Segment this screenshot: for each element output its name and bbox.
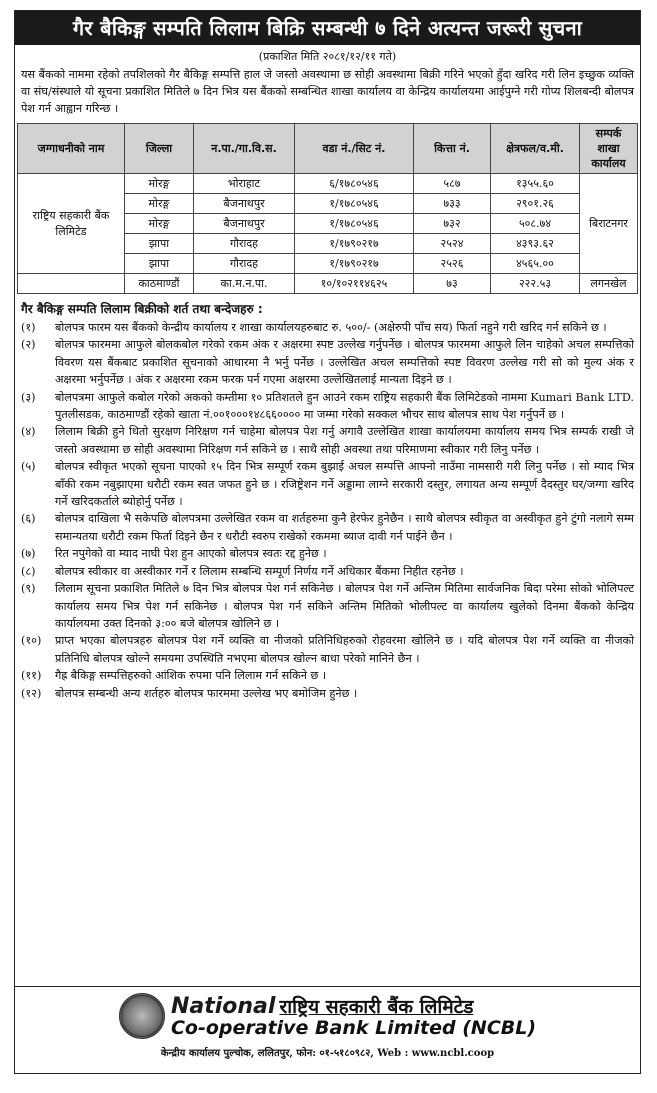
list-item (21, 580, 634, 632)
term-number: (१) (21, 321, 36, 334)
term-text: बोलपत्र फारम यस बैंकको केन्द्रीय कार्यालय र शाखा कार्यालयहरुबाट रु. ५००/- (अक्षेरुपी पाँच सय) फिर्ता नहुने गरी खरिद गर्न सकिने छ । (55, 321, 607, 334)
col-kitta: कित्ता नं. (414, 124, 491, 174)
term-number: (६) (21, 512, 36, 526)
notice-title: गैर बैकिङ्ग सम्पति लिलाम बिक्रि सम्बन्धी ७ दिने अत्यन्त जरूरी सुचना (15, 11, 640, 45)
list-item (21, 458, 634, 510)
bank-name-en-line1: National (170, 994, 276, 1019)
term-number: (८) (21, 564, 36, 578)
list-item (21, 389, 634, 424)
list-item (21, 632, 634, 667)
area-cell: ४३९३.६२ (491, 234, 580, 254)
col-area: क्षेत्रफल/व.मी. (491, 124, 580, 174)
ward-cell: १/१७९०२१७ (295, 234, 414, 254)
col-owner: जग्गाधनीको नाम (18, 124, 125, 174)
col-branch: सम्पर्क शाखा कार्यालय (580, 124, 638, 174)
bank-seal-icon (119, 993, 165, 1039)
kitta-cell: २५२६ (414, 254, 491, 274)
term-text: बोलपत्र फारममा आफुले बोलकबोल गरेको रकम अंक र अक्षरमा स्पष्ट उल्लेख गर्नुपर्नेछ । बोलपत्र फारममा आफुले लिन चाहेको अचल सम्पत्तिको विवरण यस बैंकबाट प्रकाशित सूचनाको आधारमा नै भर्नु पर्नेछ । उल्लेखित अचल सम्पत्तिको स्पष्ट विवरण उल्लेख गरी सो को मुल्य अंक र अक्षरमा भर्नुपर्नेछ । अंक र अक्षरमा रकम फरक पर्न गएमा अक्षरमा उल्लेखितलाई मान्यता दिइने छ । (55, 338, 634, 387)
bank-name-np: राष्ट्रिय सहकारी बैंक लिमिटेड (279, 996, 474, 1018)
term-text: बोलपत्र दाखिला भै सकेपछि बोलपत्रमा उल्लेखित रकम वा शर्तहरुमा कुनै हेरफेर हुनेछैन । साथै बोलपत्र स्वीकृत वा अस्वीकृत हुने टुंगो नलागे सम्म समान्यतया धरौटी रकम फिर्ता दिइने छैन र धरौटी स्वरुप राखेको रकममा ब्याज दावी गर्न पाईने छैन । (55, 512, 634, 543)
col-ward: वडा नं./सिट नं. (295, 124, 414, 174)
term-text: लिलाम बिक्री हुने धितो सुरक्षण निरिक्षण गर्न चाहेमा बोलपत्र पेश गर्नु अगावै उल्लेखित शाखा कार्यालयमा कार्यालय समय भित्र सम्पर्क राखी जे जस्तो अवस्थामा छ सोही अवस्थामा निरिक्षण गर्न सकिने छ । साथै सोही अवस्था तथा परिमाणमा स्वीकार गरी लिनु पर्नेछ । (55, 425, 634, 456)
list-item (21, 545, 634, 562)
area-cell: १३५५.६० (491, 174, 580, 194)
kitta-cell: ७३३ (414, 194, 491, 214)
term-text: लिलाम सूचना प्रकाशित मितिले ७ दिन भित्र बोलपत्र पेश गर्न सकिनेछ । बोलपत्र पेश गर्ने अन्तिम मितिमा सार्वजनिक बिदा परेमा सोको भोलिपल्ट कार्यालय समय भित्र पेश गर्न सकिनेछ । बोलपत्र पेश गर्न सकिने अन्तिम मितिको भोलीपल्ट वा कार्यालय खुलेको दिनमा बैंकको केन्द्रिय कार्यालयमा उक्त दिनको ३:०० बजे बोलपत्र खोलिने छ । (55, 582, 634, 630)
bank-contact: केन्द्रीय कार्यालय पुल्चोक, ललितपुर, फोन: ०१-५१८०९८२, Web : www.ncbl.coop (160, 1048, 495, 1059)
municipality-cell: गौरादह (194, 234, 295, 254)
ward-cell: १/१७८०५४६ (295, 214, 414, 234)
bank-name-en-line2: Co-operative Bank Limited (NCBL) (170, 1017, 537, 1039)
term-number: (३) (21, 390, 36, 404)
area-cell: २२२.५३ (491, 274, 580, 294)
kitta-cell: ५८७ (414, 174, 491, 194)
list-item (21, 667, 634, 684)
term-number: (१०) (21, 634, 42, 648)
table-row (18, 274, 638, 294)
area-cell: ५०८.७४ (491, 214, 580, 234)
district-cell: मोरङ्ग (125, 214, 194, 234)
branch-lagankhel-cell: लगनखेल (580, 274, 638, 294)
term-text: बोलपत्र सम्बन्धी अन्य शर्तहरु बोलपत्र फारममा उल्लेख भए बमोजिम हुनेछ । (55, 686, 358, 700)
list-item (21, 423, 634, 458)
municipality-cell: का.म.न.पा. (194, 274, 295, 294)
term-text: बोलपत्र स्वीकार वा अस्वीकार गर्ने र लिलाम सम्बन्धि सम्पूर्ण निर्णय गर्ने अधिकार बैंकमा निहीत रहनेछ । (55, 564, 464, 578)
list-item (21, 336, 634, 388)
ward-cell: १/१७८०५४६ (295, 194, 414, 214)
notice (14, 10, 641, 1074)
term-number: (१२) (21, 686, 42, 700)
municipality-cell: बैजनाथपुर (194, 194, 295, 214)
bank-footer (15, 986, 640, 1073)
kitta-cell: ७३२ (414, 214, 491, 234)
municipality-cell: भोराहाट (194, 174, 295, 194)
ward-cell: ६/१७८०५४६ (295, 174, 414, 194)
area-cell: २९०१.२६ (491, 194, 580, 214)
district-cell: झापा (125, 254, 194, 274)
kitta-cell: २५२४ (414, 234, 491, 254)
list-item (21, 563, 634, 580)
district-cell: काठमाण्डौं (125, 274, 194, 294)
bank-logo (15, 993, 640, 1039)
terms-list (15, 319, 640, 702)
term-number: (५) (21, 460, 36, 474)
intro-paragraph: यस बैंकको नाममा रहेको तपशिलको गैर बैकिङ्ग सम्पत्ति हाल जे जस्तो अवस्थामा छ सोही अवस्थामा बिक्री गरिने भएको हुँदा खरिद गरी लिन इच्छुक व्यक्ति वा संघ/संस्थाले यो सूचना प्रकाशित मितिले ७ दिन भित्र यस बैंकको सम्बन्धित शाखा कार्यालय वा केन्द्रिय कार्यालयमा आईपुग्ने गरी गोप्य शिलबन्दी बोलपत्र पेश गर्न आह्वान गरिन्छ । (21, 68, 634, 115)
term-number: (९) (21, 582, 36, 596)
term-text: बोलपत्रमा आफुले कबोल गरेको अकको कम्तीमा १० प्रतिशतले हुन आउने रकम राष्ट्रिय सहकारी बैंक लिमिटेडको नाममा Kumari Bank LTD. पुतलीसडक, काठमाण्डौं रहेको खाता नं.००१०००१४८६६०००० मा जम्मा गरेको सक्कल भौचर साथ बोलपत्र साथ पेश गर्नुपर्ने छ । (55, 390, 634, 422)
municipality-cell: बैजनाथपुर (194, 214, 295, 234)
list-item (21, 685, 634, 702)
table-header-row (18, 124, 638, 174)
property-table (17, 123, 638, 294)
table-row (18, 174, 638, 194)
term-number: (११) (21, 669, 42, 683)
col-municipality: न.पा./गा.वि.स. (194, 124, 295, 174)
ward-cell: १०/१०२११४६२५ (295, 274, 414, 294)
owner-cell: राष्ट्रिय सहकारी बैंक लिमिटेड (18, 174, 125, 274)
term-number: (४) (21, 425, 36, 439)
term-number: (७) (21, 547, 36, 561)
list-item (21, 510, 634, 545)
list-item (21, 319, 634, 336)
term-text: रित नपुगेको वा म्याद नाघी पेश हुन आएको बोलपत्र स्वतः रद्द हुनेछ । (55, 547, 327, 561)
municipality-cell: गौरादह (194, 254, 295, 274)
term-number: (२) (21, 338, 36, 352)
kitta-cell: ७३ (414, 274, 491, 294)
term-text: गैह्र बैकिङ्ग सम्पत्तिहरुको आंशिक रुपमा पनि लिलाम गर्न सकिने छ । (55, 669, 327, 683)
ward-cell: १/१७९०२१७ (295, 254, 414, 274)
bank-name (171, 993, 536, 1039)
district-cell: झापा (125, 234, 194, 254)
bank-name-line1 (171, 993, 536, 1019)
owner-cell-empty (18, 274, 125, 294)
district-cell: मोरङ्ग (125, 194, 194, 214)
area-cell: ४५६५.०० (491, 254, 580, 274)
term-text: प्राप्त भएका बोलपत्रहरु बोलपत्र पेश गर्ने व्यक्ति वा नीजको प्रतिनिधिहरुको रोहवरमा खोलिने छ । यदि बोलपत्र पेश गर्ने व्यक्ति वा नीजको प्रतिनिधि बोलपत्र खोल्ने समयमा उपस्थिति नभएमा बोलपत्र खोल्न बाधा परेको मानिने छैन । (55, 634, 634, 665)
district-cell: मोरङ्ग (125, 174, 194, 194)
terms-title: गैर बैकिङ्ग सम्पति लिलाम बिक्रीको शर्त तथा बन्देजहरु : (21, 302, 263, 316)
col-district: जिल्ला (125, 124, 194, 174)
term-text: बोलपत्र स्वीकृत भएको सूचना पाएको १५ दिन भित्र सम्पूर्ण रकम बुझाई अचल सम्पत्ति आफ्नो नाउँमा नामसारी गरी लिनु पर्नेछ । सो म्याद भित्र बाँकी रकम नबुझाएमा धरौटी रकम स्वत जफत हुने छ । रजिष्ट्रेशन गर्ने अड्डामा लाग्ने सरकारी दस्तुर, लगायत अन्य सम्पूर्ण दैदस्तुर घर/जग्गा खरिद गर्ने खरिदकर्ताले ब्योहोर्नु पर्नेछ । (55, 460, 634, 509)
branch-biratnagar-cell: बिराटनगर (580, 174, 638, 274)
publish-date: (प्रकाशित मिति २०८१/१२/११ गते) (258, 50, 397, 63)
